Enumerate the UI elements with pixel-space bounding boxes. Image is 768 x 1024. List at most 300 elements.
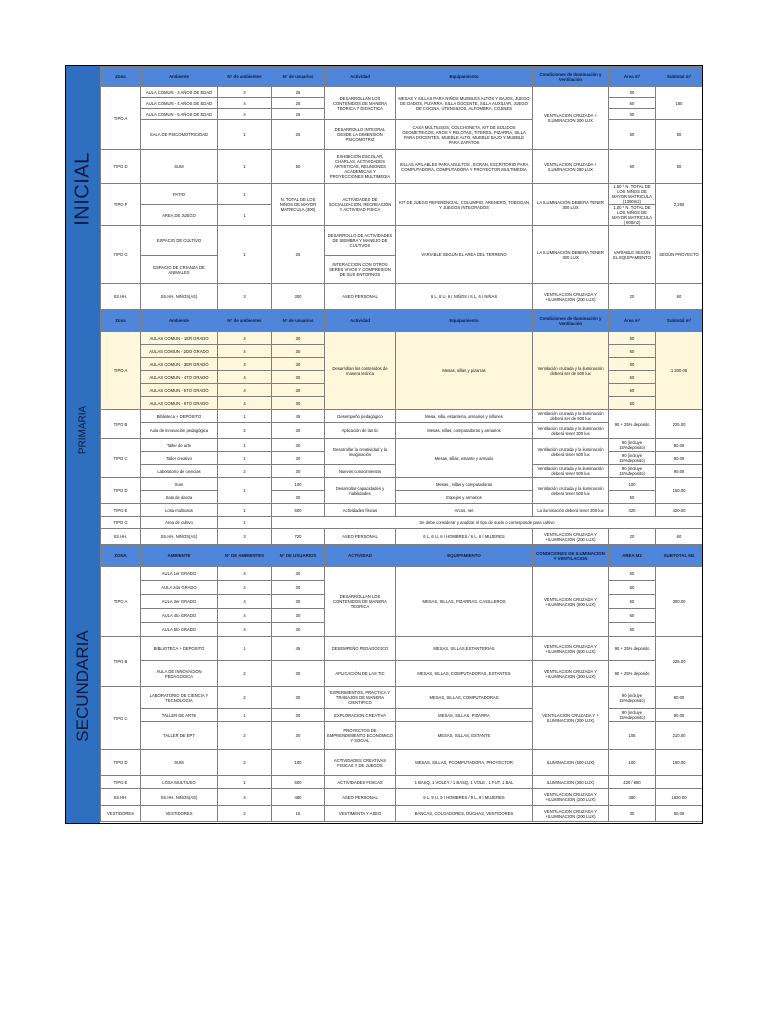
n-ambientes-cell: 1 xyxy=(218,226,272,284)
n-ambientes-cell: 2 xyxy=(218,806,272,822)
n-usuarios-cell: 30 xyxy=(272,609,325,623)
equipamiento-cell: MESAS, SILLAS, COMPUTADORAS, ESTANTES xyxy=(396,661,533,687)
subtotal-cell: SEGÚN PROYECTO xyxy=(656,226,703,284)
table-row xyxy=(101,529,703,545)
condiciones-cell: ILUMINACION (300 LUX) xyxy=(533,776,609,789)
equipamiento-cell: KIT DE JUEGO REFERENCIAL: COLUMPIO, ARENERO, TOBOGAN Y JUEGOS INTEGRADOS xyxy=(396,184,533,226)
n-usuarios-cell: 720 xyxy=(272,529,325,545)
actividad-cell: DESARROLLAN LOS CONTENIDOS DE MANERA TEORICA xyxy=(325,567,396,637)
condiciones-cell: VENTILACION CRUZADA Y +ILUMINACION (300 LUX) xyxy=(533,661,609,687)
zona-cell: TIPO G xyxy=(101,226,141,284)
table-row xyxy=(101,687,703,709)
section-label-inicial: INICIAL xyxy=(66,66,100,312)
n-ambientes-cell: 2 xyxy=(218,750,272,776)
requirements-table-sheet xyxy=(65,65,703,824)
area-cell: 90 + 25% deposito xyxy=(609,637,656,661)
area-cell: 50 xyxy=(609,491,656,504)
ambiente-cell: AULA DE INNOVACION PEDAGOGICA xyxy=(141,661,218,687)
subtotal-cell: 2,250 xyxy=(656,184,703,226)
col-header-area: Área m² xyxy=(609,310,656,332)
ambiente-cell: Biblioteca + DEPOSITO xyxy=(141,410,218,423)
table-row xyxy=(101,226,703,256)
table-row xyxy=(101,478,703,491)
subtotal-cell: 210.00 xyxy=(656,722,703,750)
n-ambientes-cell: 4 xyxy=(218,789,272,806)
area-cell: 90 (incluye 15%deposito) xyxy=(609,465,656,478)
actividad-cell: ACTIVIDADES CREATIVAS FISICAS Y DE JUEGOS xyxy=(325,750,396,776)
condiciones-cell: LA ILUMINACIÓN DEBERA TENER 300 LUX xyxy=(533,184,609,226)
equipamiento-cell: BANCAS, COLGADORES, DUCHAS, VESTIDORES xyxy=(396,806,533,822)
equipamiento-cell: MESAS Y SILLAS PARA NIÑOS MUEBLES ALTOS Y BAJOS, JUEGO DE DADOS, PIZARRA, SILLA DOCENTE, SILLA AUXILIAR, JUEGO DE COCINA, UTENSILIOS, ALFOMBRA, COJINES xyxy=(396,87,533,120)
equipamiento-cell: MESAS, SILLAS, ESTANTE xyxy=(396,722,533,750)
table-row xyxy=(101,776,703,789)
area-cell: 90 + 25% deposito xyxy=(609,410,656,439)
n-usuarios-cell: 600 xyxy=(272,504,325,517)
table-row xyxy=(101,722,703,750)
subtotal-cell: 420.00 xyxy=(656,504,703,517)
ambiente-cell: BIBLIOTECA + DEPOSITO xyxy=(141,637,218,661)
zona-cell: VESTIDORES xyxy=(101,806,141,822)
equipamiento-cell: 1 BASQ, 1 VOLEY / 1 BASQ, 1 VOLE , 1 FUT, 1 BAL xyxy=(396,776,533,789)
n-ambientes-cell: 1 xyxy=(218,776,272,789)
n-usuarios-cell: 30 xyxy=(272,567,325,581)
subtotal-cell: 90.00 xyxy=(656,709,703,722)
n-usuarios-cell: 100 xyxy=(272,478,325,491)
zona-cell: TIPO D xyxy=(101,150,141,184)
col-header-actividad: Actividad xyxy=(325,67,396,87)
n-usuarios-cell: 100 xyxy=(272,750,325,776)
n-usuarios-cell: 30 xyxy=(272,465,325,478)
ambiente-cell: AULA 4to GRADO xyxy=(141,609,218,623)
area-cell: 90 (incluye 15%deposito) xyxy=(609,709,656,722)
zona-cell: TIPO C xyxy=(101,439,141,478)
actividad-cell: Aplicación de las tic xyxy=(325,423,396,439)
ambiente-cell: Aula de innovación pedagógica xyxy=(141,423,218,439)
subtotal-cell: 150.00 xyxy=(656,478,703,504)
n-ambientes-cell: 4 xyxy=(218,581,272,595)
ambiente-cell: SUM xyxy=(141,750,218,776)
equipamiento-cell: Mesas , sillas y computadoras xyxy=(396,478,533,491)
ambiente-cell: Losa multiusos xyxy=(141,504,218,517)
n-ambientes-cell: 2 xyxy=(218,423,272,439)
area-cell: 60 xyxy=(609,595,656,609)
subtotal-cell: 180 xyxy=(656,87,703,120)
col-header-ambiente: Ambiente xyxy=(141,310,218,332)
n-ambientes-cell: 1 xyxy=(218,150,272,184)
ambiente-cell: TALLER DE EPT xyxy=(141,722,218,750)
n-ambientes-cell: 3 xyxy=(218,529,272,545)
n-ambientes-cell: 1 xyxy=(218,504,272,517)
equipamiento-cell: MESAS, SILLAS, PIZARRAS, CASILLEROS xyxy=(396,567,533,637)
ambiente-cell: ESPACIO DE CULTIVO xyxy=(141,226,218,256)
n-usuarios-cell: 25 xyxy=(272,98,325,109)
condiciones-cell: Ventilación cruzada y la iluminación deberá ser de 500 lux xyxy=(533,332,609,410)
requirements-table xyxy=(100,66,703,822)
ambiente-cell: SS.HH. NIÑOS(AS) xyxy=(141,789,218,806)
n-ambientes-cell: 4 xyxy=(218,595,272,609)
actividad-cell: ASEO PERSONAL xyxy=(325,284,396,310)
area-cell: 60 xyxy=(609,581,656,595)
n-usuarios-cell: 30 xyxy=(272,332,325,345)
col-header-condiciones: Condiciones de Iluminación y Ventilación xyxy=(533,67,609,87)
condiciones-cell: Ventilación cruzada y la iluminación deberá tener 500 lux xyxy=(533,478,609,504)
area-cell: 90 (incluye 15%deposito) xyxy=(609,452,656,465)
ambiente-cell: SALA DE PSICOMOTRICIDAD xyxy=(141,120,218,150)
table-row xyxy=(101,567,703,581)
zona-cell: TIPO G xyxy=(101,517,141,529)
subtotal-cell: 90.00 xyxy=(656,439,703,452)
area-cell: 60 xyxy=(609,150,656,184)
n-usuarios-cell: 50 xyxy=(272,150,325,184)
n-usuarios-cell: 25 xyxy=(272,120,325,150)
equipamiento-cell: Mesas, sillas, computadoras y armarios xyxy=(396,423,533,439)
ambiente-cell: Sala de danza xyxy=(141,491,218,504)
ambiente-cell: Área de cultivo xyxy=(141,517,218,529)
actividad-cell: PROYECTOS DE EMPRENDIMIENTO ECONOMICO Y SOCIAL xyxy=(325,722,396,750)
n-usuarios-cell: 25 xyxy=(272,109,325,120)
ambiente-cell: VESTIDORES xyxy=(141,806,218,822)
subtotal-cell: 1920.00 xyxy=(656,789,703,806)
actividad-cell: INTERACCION CON OTROS SERES VIVOS Y COMPRESION DE SUS ENTORNOS xyxy=(325,256,396,284)
col-header-equipamiento: EQUIPAMIENTO xyxy=(396,545,533,567)
actividad-cell: ACTIVIDADES DE SOCIALIZACION, RECREACIÓN Y ACTIVIDAD FISICA xyxy=(325,184,396,226)
equipamiento-cell: Arcos, net xyxy=(396,504,533,517)
actividad-cell: Actividades físicas xyxy=(325,504,396,517)
n-ambientes-cell: 2 xyxy=(218,465,272,478)
n-usuarios-cell: 30 xyxy=(272,709,325,722)
ambiente-cell: AULAS COMUN - 2DO GRADO xyxy=(141,345,218,358)
table-row xyxy=(101,87,703,98)
zona-cell: TIPO A xyxy=(101,332,141,410)
actividad-cell: DESARROLLAN LOS CONTENIDOS DE MANERA TEORICA Y DIDACTICA xyxy=(325,87,396,120)
n-ambientes-cell: 3 xyxy=(218,284,272,310)
actividad-cell: ASEO PERSONAL xyxy=(325,789,396,806)
area-cell: 60 xyxy=(609,87,656,98)
ambiente-cell: Sum xyxy=(141,478,218,491)
ambiente-cell: AULA COMUN - 4 AÑOS DE EDAD xyxy=(141,98,218,109)
zona-cell: TIPO D xyxy=(101,750,141,776)
equipamiento-cell: CASA MULTIUSOS, COLCHONETA, KIT DE SOLIDOS GEOMETRICOS, AROS Y PELOTAS, TITERES, PIZARRA, SILLA PARA DOCENTES, MUEBLE ALTO, MUEBLE BAJO Y MUEBLE PARA ZAPATOS xyxy=(396,120,533,150)
condiciones-cell: VENTILACION CRUZADA Y +ILUMINACION (200 LUX) xyxy=(533,806,609,822)
condiciones-cell: VENTILACION CRUZADA Y +ILUMINACION (200 LUX) xyxy=(533,789,609,806)
table-row xyxy=(101,504,703,517)
table-wrapper xyxy=(100,66,702,822)
n-usuarios-cell: 300 xyxy=(272,284,325,310)
table-row xyxy=(101,789,703,806)
subtotal-cell: 1 200.00 xyxy=(656,332,703,410)
col-header-subtotal: Subtotal m² xyxy=(656,310,703,332)
subtotal-cell: 300.00 xyxy=(656,567,703,637)
n-usuarios-cell: 30 xyxy=(272,687,325,709)
n-usuarios-cell: 30 xyxy=(272,661,325,687)
col-header-ambiente: Ambiente xyxy=(141,67,218,87)
condiciones-cell: VENTILACION CRUZADA Y +ILUMINACION (200 LUX) xyxy=(533,529,609,545)
zona-cell: TIPO B xyxy=(101,637,141,687)
subtotal-cell: 90.00 xyxy=(656,465,703,478)
zona-cell: TIPO D xyxy=(101,478,141,504)
table-row xyxy=(101,284,703,310)
area-cell: 60 xyxy=(609,332,656,345)
col-header-subtotal: SUBTOTAL M2 xyxy=(656,545,703,567)
col-header-actividad: ACTIVIDAD xyxy=(325,545,396,567)
col-header-subtotal: Subtotal m² xyxy=(656,67,703,87)
area-cell: 1.00 * N. TOTAL DE LOS NIÑOS DE MAYOR MATRICULA ( 900m2) xyxy=(609,205,656,226)
n-usuarios-cell: 25 xyxy=(272,226,325,284)
area-cell: 60 xyxy=(609,345,656,358)
n-ambientes-cell: 4 xyxy=(218,332,272,345)
ambiente-cell: ESPACIO DE CRIANZA DE ANIMALES xyxy=(141,256,218,284)
area-cell: 20 xyxy=(609,529,656,545)
actividad-cell: Desarrollan los contenidos de manera teórica xyxy=(325,332,396,410)
area-cell: 105 xyxy=(609,722,656,750)
table-row xyxy=(101,806,703,822)
zona-cell: TIPO A xyxy=(101,567,141,637)
table-row xyxy=(101,332,703,345)
subtotal-cell: 50 xyxy=(656,120,703,150)
actividad-cell: APLICACIÓN DE LAS TIC xyxy=(325,661,396,687)
n-ambientes-cell: 4 xyxy=(218,109,272,120)
zona-cell: TIPO B xyxy=(101,410,141,439)
equipamiento-cell: 9 L, 9 U, 9 I HOMBRES / 9 L, 9 I MUJERES xyxy=(396,789,533,806)
col-header-condiciones: Condiciones de Iluminación y Ventilación xyxy=(533,310,609,332)
actividad-cell: EXPLORACION CREATIVA xyxy=(325,709,396,722)
condiciones-cell: VENTILACION CRUZADA Y + ILUMINACION (300 LUX) xyxy=(533,687,609,750)
area-cell: 60 xyxy=(609,109,656,120)
equipamiento-cell: SILLAS APILABLES PARA ADULTOS , ECRAN, ESCRITORIO PARA COMPUTADORA, COMPUTADORA Y PROYECTOR MULTIMEDIA xyxy=(396,150,533,184)
ambiente-cell: AULA COMUN - 3 AÑOS DE EDAD xyxy=(141,87,218,98)
area-cell: 60 xyxy=(609,609,656,623)
area-cell: 30 xyxy=(609,806,656,822)
zona-cell: TIPO F xyxy=(101,184,141,226)
n-usuarios-cell: 30 xyxy=(272,397,325,410)
col-header-n-ambientes: N° DE AMBIENTES xyxy=(218,545,272,567)
table-row xyxy=(101,491,703,504)
area-cell: 90 (incluye 15%deposito) xyxy=(609,687,656,709)
table-row xyxy=(101,709,703,722)
n-usuarios-cell: 30 xyxy=(272,371,325,384)
table-row xyxy=(101,517,703,529)
area-cell: 100 xyxy=(609,750,656,776)
subtotal-cell: 60.00 xyxy=(656,806,703,822)
table-row xyxy=(101,661,703,687)
col-header-zona: Zona xyxy=(101,310,141,332)
n-usuarios-cell: 30 xyxy=(272,439,325,452)
equipamiento-cell: Espejos y armarios xyxy=(396,491,533,504)
actividad-cell: Desempeño pedagógico xyxy=(325,410,396,423)
condiciones-cell: VENTILACION CRUZADA + ILUMINACION 300 LUX xyxy=(533,87,609,150)
area-cell: 60 xyxy=(609,371,656,384)
n-usuarios-cell: 30 xyxy=(272,452,325,465)
n-usuarios-cell: 600 xyxy=(272,776,325,789)
actividad-cell: DESARROLLO INTEGRAL DESDE LA DIMENSION PSICOMOTRIZ xyxy=(325,120,396,150)
equipamiento-cell: 6 L, 6 U, 6 I HOMBRES / 6 L, 6 I MUJERES xyxy=(396,529,533,545)
equipamiento-cell: MESAS, SILLAS,ESTANTERIAS xyxy=(396,637,533,661)
ambiente-cell: AREA DE JUEGO xyxy=(141,205,218,226)
header-row xyxy=(101,545,703,567)
area-cell: 60 xyxy=(609,623,656,637)
ambiente-cell: PATIO xyxy=(141,184,218,205)
area-cell: 480 xyxy=(609,789,656,806)
col-header-n-ambientes: N° de ambientes xyxy=(218,310,272,332)
col-header-zona: Zona xyxy=(101,67,141,87)
area-cell: 420 xyxy=(609,504,656,517)
col-header-n-ambientes: N° de ambientes xyxy=(218,67,272,87)
zona-cell: SS.HH. xyxy=(101,789,141,806)
n-ambientes-cell: 1 xyxy=(218,452,272,465)
subtotal-cell: 60 xyxy=(656,150,703,184)
ambiente-cell: AULA 5to GRADO xyxy=(141,623,218,637)
ambiente-cell: Laboratorio de ciencias xyxy=(141,465,218,478)
ambiente-cell: SS.HH. NIÑOS(AS) xyxy=(141,529,218,545)
equipamiento-cell: MESAS, SILLAS, PIZARRA xyxy=(396,709,533,722)
table-row xyxy=(101,184,703,205)
zona-cell: SS.HH. xyxy=(101,284,141,310)
ambiente-cell: AULA COMUN - 5 AÑOS DE EDAD xyxy=(141,109,218,120)
condiciones-cell: Ventilación cruzada y la iluminación deberá ser de 500 lux xyxy=(533,410,609,423)
ambiente-cell: TALLER DE ARTE xyxy=(141,709,218,722)
actividad-cell: DESEMPEÑO PEDAGOGICO xyxy=(325,637,396,661)
n-ambientes-cell: 4 xyxy=(218,87,272,98)
header-row xyxy=(101,310,703,332)
section-label-secundaria: SECUNDARIA xyxy=(66,548,100,824)
area-cell: 60 xyxy=(609,384,656,397)
zona-cell: TIPO E xyxy=(101,776,141,789)
ambiente-cell: AULAS COMUN - 5TO GRADO xyxy=(141,384,218,397)
n-usuarios-cell: 30 xyxy=(272,384,325,397)
n-usuarios-cell: 480 xyxy=(272,789,325,806)
ambiente-cell: LABORATORIO DE CIENCIA Y TECNOLOGIA xyxy=(141,687,218,709)
equipamiento-cell: Mesas, sillas y pizarras xyxy=(396,332,533,410)
area-cell: 60 xyxy=(609,567,656,581)
n-ambientes-cell: 2 xyxy=(218,687,272,709)
header-row xyxy=(101,67,703,87)
table-row xyxy=(101,439,703,452)
n-usuarios-cell: N. TOTAL DE LOS NIÑOS DE MAYOR MATRICULA (300) xyxy=(272,184,325,226)
area-cell: 50 xyxy=(609,120,656,150)
equipamiento-cell: VARIABLE SEGÚN EL AREA DEL TERRENO xyxy=(396,226,533,284)
area-cell: 60 xyxy=(609,98,656,109)
subtotal-cell: 60 xyxy=(656,529,703,545)
equipamiento-cell: 6 L, 6 U, 6 I NIÑOS / 6 L, 6 I NIÑAS xyxy=(396,284,533,310)
equipamiento-cell: MESAS, SILLAS, PCOMPUTADORA, PROYECTOR xyxy=(396,750,533,776)
ambiente-cell: AULA 1er GRADO xyxy=(141,567,218,581)
n-usuarios-cell: 30 xyxy=(272,358,325,371)
condiciones-cell: Ventilación cruzada y la iluminación deberá tener 300 lux xyxy=(533,423,609,439)
n-usuarios-cell: 25 xyxy=(272,87,325,98)
table-row xyxy=(101,637,703,661)
zona-cell: SS.HH. xyxy=(101,529,141,545)
n-ambientes-cell: 2 xyxy=(218,661,272,687)
area-cell: 420 / 880 xyxy=(609,776,656,789)
n-ambientes-cell: 4 xyxy=(218,609,272,623)
ambiente-cell: SS.HH. NIÑOS(AS) xyxy=(141,284,218,310)
section-label-primaria: PRIMARIA xyxy=(66,311,100,549)
col-header-n-usuarios: N° de usuarios xyxy=(272,67,325,87)
n-ambientes-cell: 2 xyxy=(218,722,272,750)
n-usuarios-cell: 30 xyxy=(272,491,325,504)
col-header-area: Área m² xyxy=(609,67,656,87)
col-header-condiciones: CONDICIONES DE ILUMINACION Y VENTILACION xyxy=(533,545,609,567)
subtotal-cell: 60 xyxy=(656,284,703,310)
subtotal-cell: 225.00 xyxy=(656,410,703,439)
col-header-zona: ZONA xyxy=(101,545,141,567)
ambiente-cell: AULAS COMUN - 4TO GRADO xyxy=(141,371,218,384)
n-ambientes-cell: 4 xyxy=(218,567,272,581)
actividad-cell: EXHIBICION ESCOLAR, CHARLAS, ACTIVIDADES ARTISTICAS, REUNIONES ACADEMICAS Y PROYECCIONES MULTIMEDIA xyxy=(325,150,396,184)
condiciones-cell: VENTILACION CRUZADA + ILUMINACION 280 LUX xyxy=(533,150,609,184)
col-header-n-usuarios: N° de usuarios xyxy=(272,310,325,332)
n-ambientes-cell: 4 xyxy=(218,623,272,637)
actividad-cell: EXPERIMENTOS, PRACTICA Y TRABAJOS DE MANERA CIENTIFICO xyxy=(325,687,396,709)
actividad-cell: Desarrollar la creatividad y la imaginación xyxy=(325,439,396,465)
area-cell: 90 + 25% deposito xyxy=(609,661,656,687)
area-cell: 60 xyxy=(609,358,656,371)
n-ambientes-cell: 4 xyxy=(218,98,272,109)
condiciones-cell: La iluminación deberá tener 300 lux xyxy=(533,504,609,517)
col-header-n-usuarios: N° DE USUARIOS xyxy=(272,545,325,567)
n-usuarios-cell: 30 xyxy=(272,423,325,439)
ambiente-cell: Taller de arte xyxy=(141,439,218,452)
n-usuarios-cell: 45 xyxy=(272,410,325,423)
actividad-cell: ASEO PERSONAL xyxy=(325,529,396,545)
equipamiento-cell: Mesas, sillas, estante y armario xyxy=(396,439,533,478)
n-ambientes-cell: 4 xyxy=(218,358,272,371)
actividad-cell: ACTIVIDADES FISICAS xyxy=(325,776,396,789)
note-cell: Se debe considerar y analizar el tipo de suelo o corresponde para cultivo xyxy=(272,517,703,529)
actividad-cell: Desarrollar capacidades y habilidades xyxy=(325,478,396,504)
subtotal-cell: 90.00 xyxy=(656,687,703,709)
n-usuarios-cell: 30 xyxy=(272,722,325,750)
n-ambientes-cell: 1 xyxy=(218,120,272,150)
n-ambientes-cell: 4 xyxy=(218,384,272,397)
col-header-equipamiento: Equipamiento xyxy=(396,310,533,332)
zona-cell: TIPO E xyxy=(101,504,141,517)
subtotal-cell: 100.00 xyxy=(656,750,703,776)
ambiente-cell: AULAS COMUN - 1ER GRADO xyxy=(141,332,218,345)
subtotal-cell xyxy=(656,776,703,789)
n-usuarios-cell: 30 xyxy=(272,623,325,637)
actividad-cell: DESARROLLO DE ACTIVIDADES DE SIEMBRA Y MANEJO DE CULTIVOS xyxy=(325,226,396,256)
n-ambientes-cell: 4 xyxy=(218,371,272,384)
ambiente-cell: AULAS COMUN - 6TO GRADO xyxy=(141,397,218,410)
n-ambientes-cell: 1 xyxy=(218,517,272,529)
col-header-equipamiento: Equipamiento xyxy=(396,67,533,87)
n-ambientes-cell: 1 xyxy=(218,184,272,205)
area-cell: 100 xyxy=(609,478,656,491)
area-cell: VARIABLE SEGÚN EL EQUIPAMIENTO xyxy=(609,226,656,284)
zona-cell: TIPO C xyxy=(101,687,141,750)
condiciones-cell: ILUMINACION (500 LUX) xyxy=(533,750,609,776)
condiciones-cell: LA ILUMINACIÓN DEBERA TENER 300 LUX xyxy=(533,226,609,284)
condiciones-cell: VENTILACION CRUZADA Y +ILUMINACION (500 LUX) xyxy=(533,567,609,637)
zona-cell: TIPO A xyxy=(101,87,141,150)
n-ambientes-cell: 1 xyxy=(218,410,272,423)
col-header-actividad: Actividad xyxy=(325,310,396,332)
n-ambientes-cell: 1 xyxy=(218,478,272,504)
n-ambientes-cell: 1 xyxy=(218,637,272,661)
subtotal-cell: 90.00 xyxy=(656,452,703,465)
area-cell: 90 (incluye 15%deposito) xyxy=(609,439,656,452)
subtotal-cell: 225.00 xyxy=(656,637,703,687)
n-ambientes-cell: 1 xyxy=(218,709,272,722)
ambiente-cell: AULA 2do GRADO xyxy=(141,581,218,595)
ambiente-cell: AULA 3er GRADO xyxy=(141,595,218,609)
n-ambientes-cell: 1 xyxy=(218,205,272,226)
table-row xyxy=(101,150,703,184)
table-row xyxy=(101,120,703,150)
table-row xyxy=(101,750,703,776)
n-ambientes-cell: 1 xyxy=(218,439,272,452)
